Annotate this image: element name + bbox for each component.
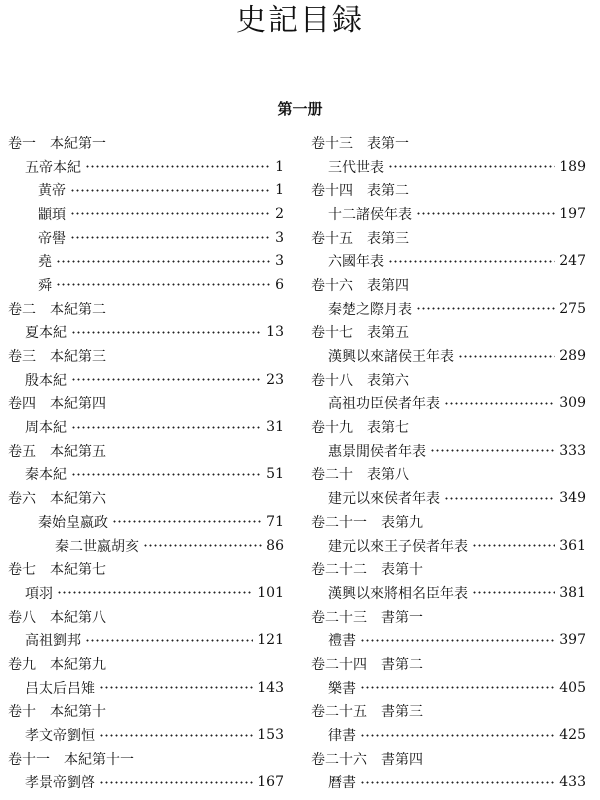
toc-entry[interactable] [8, 676, 284, 700]
dot-leader [99, 686, 253, 689]
toc-volume [311, 415, 586, 439]
toc-entry[interactable] [311, 155, 586, 179]
toc-entry[interactable] [8, 273, 284, 297]
toc-entry[interactable] [311, 297, 586, 321]
dot-leader [56, 260, 271, 263]
toc-entry[interactable] [8, 202, 284, 226]
dot-leader [71, 378, 262, 381]
toc-entry-label: 五帝本紀 [25, 159, 81, 176]
toc-entry-label: 三代世表 [328, 159, 384, 176]
page-number: 143 [257, 679, 284, 696]
dot-leader [472, 544, 555, 547]
page-number: 381 [559, 584, 586, 601]
toc-volume [311, 605, 586, 629]
dot-leader [71, 473, 262, 476]
toc-volume [8, 131, 284, 155]
toc-entry[interactable] [311, 439, 586, 463]
toc-volume [8, 700, 284, 724]
page-number: 13 [266, 324, 284, 341]
toc-volume [311, 226, 586, 250]
toc-volume-label: 卷二十三 書第一 [311, 609, 423, 626]
dot-leader [56, 283, 271, 286]
toc-entry[interactable] [8, 155, 284, 179]
page-number: 153 [257, 727, 284, 744]
toc-volume-label: 卷八 本紀第八 [8, 609, 106, 626]
toc-entry[interactable] [311, 249, 586, 273]
toc-volume-label: 卷二 本紀第二 [8, 301, 106, 318]
dot-leader [360, 734, 555, 737]
toc-entry[interactable] [311, 676, 586, 700]
toc-entry[interactable] [8, 581, 284, 605]
dot-leader [71, 331, 262, 334]
toc-volume-label: 卷二十五 書第三 [311, 704, 423, 721]
toc-entry[interactable] [311, 202, 586, 226]
toc-volume-label: 卷二十一 表第九 [311, 514, 423, 531]
toc-entry[interactable] [311, 344, 586, 368]
toc-entry[interactable] [311, 628, 586, 652]
page-number: 23 [266, 371, 284, 388]
toc-volume [311, 652, 586, 676]
page-number: 6 [275, 276, 284, 293]
toc-entry-label: 夏本紀 [25, 325, 67, 342]
toc-entry-label: 黄帝 [38, 183, 66, 200]
toc-column-right [311, 131, 586, 794]
toc-entry[interactable] [8, 368, 284, 392]
toc-volume-label: 卷七 本紀第七 [8, 562, 106, 579]
toc-entry-label: 孝文帝劉恒 [25, 728, 95, 745]
dot-leader [112, 520, 262, 523]
toc-entry-label: 顓頊 [38, 206, 66, 223]
toc-entry[interactable] [8, 415, 284, 439]
dot-leader [416, 307, 555, 310]
dot-leader [430, 449, 555, 452]
dot-leader [57, 591, 253, 594]
dot-leader [99, 734, 253, 737]
toc-entry-label: 六國年表 [328, 254, 384, 271]
toc-entry-label: 孝景帝劉啓 [25, 775, 95, 792]
page-number: 121 [257, 632, 284, 649]
dot-leader [143, 544, 262, 547]
dot-leader [388, 260, 555, 263]
toc-volume-label: 卷六 本紀第六 [8, 491, 106, 508]
toc-entry[interactable] [311, 534, 586, 558]
toc-entry-label: 建元以來王子侯者年表 [328, 538, 468, 555]
dot-leader [99, 781, 253, 784]
section-heading: 第一册 [277, 100, 323, 118]
dot-leader [360, 781, 555, 784]
page-number: 397 [559, 632, 586, 649]
page-number: 289 [559, 348, 586, 365]
page-number: 349 [559, 490, 586, 507]
toc-volume-label: 卷三 本紀第三 [8, 349, 106, 366]
toc-volume-label: 卷四 本紀第四 [8, 396, 106, 413]
toc-volume [8, 344, 284, 368]
page-number: 1 [275, 158, 284, 175]
dot-leader [360, 639, 555, 642]
dot-leader [388, 165, 555, 168]
toc-entry[interactable] [8, 771, 284, 795]
page-number: 197 [559, 205, 586, 222]
page-number: 275 [559, 300, 586, 317]
toc-entry[interactable] [311, 723, 586, 747]
toc-entry-label: 建元以來侯者年表 [328, 491, 440, 508]
toc-volume-label: 卷十七 表第五 [311, 325, 409, 342]
dot-leader [416, 212, 555, 215]
dot-leader [458, 355, 555, 358]
page-number: 51 [266, 466, 284, 483]
dot-leader [70, 236, 271, 239]
toc-volume-label: 卷二十四 書第二 [311, 656, 423, 673]
toc-entry-label: 禮書 [328, 633, 356, 650]
toc-entry[interactable] [8, 628, 284, 652]
toc-column-left [8, 131, 284, 794]
page-number: 361 [559, 537, 586, 554]
toc-volume-label: 卷十八 表第六 [311, 372, 409, 389]
toc-volume-label: 卷十四 表第二 [311, 183, 409, 200]
page-number: 71 [266, 513, 284, 530]
page-number: 167 [257, 774, 284, 791]
toc-volume [8, 297, 284, 321]
dot-leader [444, 402, 555, 405]
toc-entry[interactable] [8, 510, 284, 534]
dot-leader [70, 189, 271, 192]
toc-volume-label: 卷九 本紀第九 [8, 656, 106, 673]
toc-volume-label: 卷十一 本紀第十一 [8, 751, 134, 768]
toc-volume [311, 557, 586, 581]
toc-entry-label: 秦二世嬴胡亥 [55, 538, 139, 555]
toc-volume-label: 卷二十二 表第十 [311, 562, 423, 579]
toc-entry-label: 周本紀 [25, 420, 67, 437]
toc-volume [311, 321, 586, 345]
toc-entry-label: 秦楚之際月表 [328, 301, 412, 318]
toc-entry-label: 曆書 [328, 775, 356, 792]
page-title: 史記目録 [236, 3, 364, 38]
toc-volume [8, 747, 284, 771]
toc-entry-label: 舜 [38, 277, 52, 294]
toc-volume [8, 557, 284, 581]
toc-volume-label: 卷五 本紀第五 [8, 443, 106, 460]
page-number: 433 [559, 774, 586, 791]
toc-entry-label: 堯 [38, 254, 52, 271]
toc-entry[interactable] [311, 486, 586, 510]
toc-volume-label: 卷二十 表第八 [311, 467, 409, 484]
page-number: 3 [275, 253, 284, 270]
toc-entry-label: 樂書 [328, 680, 356, 697]
toc-volume [8, 392, 284, 416]
toc-entry-label: 漢興以來諸侯王年表 [328, 349, 454, 366]
dot-leader [70, 212, 271, 215]
page-number: 2 [275, 205, 284, 222]
toc-volume [311, 747, 586, 771]
toc-entry[interactable] [8, 463, 284, 487]
dot-leader [85, 165, 271, 168]
toc-entry[interactable] [8, 249, 284, 273]
toc-entry[interactable] [8, 534, 284, 558]
toc-entry-label: 帝嚳 [38, 230, 66, 247]
page-number: 425 [559, 727, 586, 744]
toc-entry-label: 漢興以來將相名臣年表 [328, 585, 468, 602]
toc-entry[interactable] [8, 723, 284, 747]
toc-entry-label: 吕太后吕雉 [25, 680, 95, 697]
page-number: 3 [275, 229, 284, 246]
toc-entry[interactable] [8, 178, 284, 202]
page-number: 101 [257, 584, 284, 601]
toc-volume [311, 700, 586, 724]
toc-entry-label: 項羽 [25, 585, 53, 602]
dot-leader [85, 639, 253, 642]
dot-leader [444, 497, 555, 500]
toc-volume [311, 463, 586, 487]
toc-volume-label: 卷十五 表第三 [311, 230, 409, 247]
page-number: 309 [559, 395, 586, 412]
toc-entry-label: 高祖劉邦 [25, 633, 81, 650]
page-number: 189 [559, 158, 586, 175]
toc-entry-label: 十二諸侯年表 [328, 206, 412, 223]
dot-leader [360, 686, 555, 689]
toc-volume [311, 273, 586, 297]
toc-volume-label: 卷十六 表第四 [311, 277, 409, 294]
toc-volume-label: 卷十九 表第七 [311, 420, 409, 437]
toc-volume [8, 439, 284, 463]
toc-entry[interactable] [8, 321, 284, 345]
toc-entry[interactable] [311, 392, 586, 416]
toc-entry-label: 律書 [328, 728, 356, 745]
toc-volume [311, 510, 586, 534]
toc-volume [311, 131, 586, 155]
page-number: 31 [266, 419, 284, 436]
toc-entry-label: 殷本紀 [25, 372, 67, 389]
dot-leader [472, 591, 555, 594]
page-number: 333 [559, 442, 586, 459]
toc-volume-label: 卷一 本紀第一 [8, 135, 106, 152]
toc-volume [8, 652, 284, 676]
toc-entry[interactable] [8, 226, 284, 250]
toc-volume [311, 178, 586, 202]
toc-entry-label: 惠景閒侯者年表 [328, 443, 426, 460]
page-number: 247 [559, 253, 586, 270]
page-number: 405 [559, 679, 586, 696]
toc-volume-label: 卷十三 表第一 [311, 135, 409, 152]
toc-entry-label: 高祖功臣侯者年表 [328, 396, 440, 413]
toc-entry[interactable] [311, 771, 586, 795]
toc-volume [8, 486, 284, 510]
toc-volume-label: 卷二十六 書第四 [311, 751, 423, 768]
page-number: 1 [275, 182, 284, 199]
toc-entry-label: 秦本紀 [25, 467, 67, 484]
page-number: 86 [266, 537, 284, 554]
dot-leader [71, 426, 262, 429]
toc-volume [8, 605, 284, 629]
toc-entry[interactable] [311, 581, 586, 605]
toc-volume [311, 368, 586, 392]
toc-entry-label: 秦始皇嬴政 [38, 514, 108, 531]
toc-volume-label: 卷十 本紀第十 [8, 704, 106, 721]
